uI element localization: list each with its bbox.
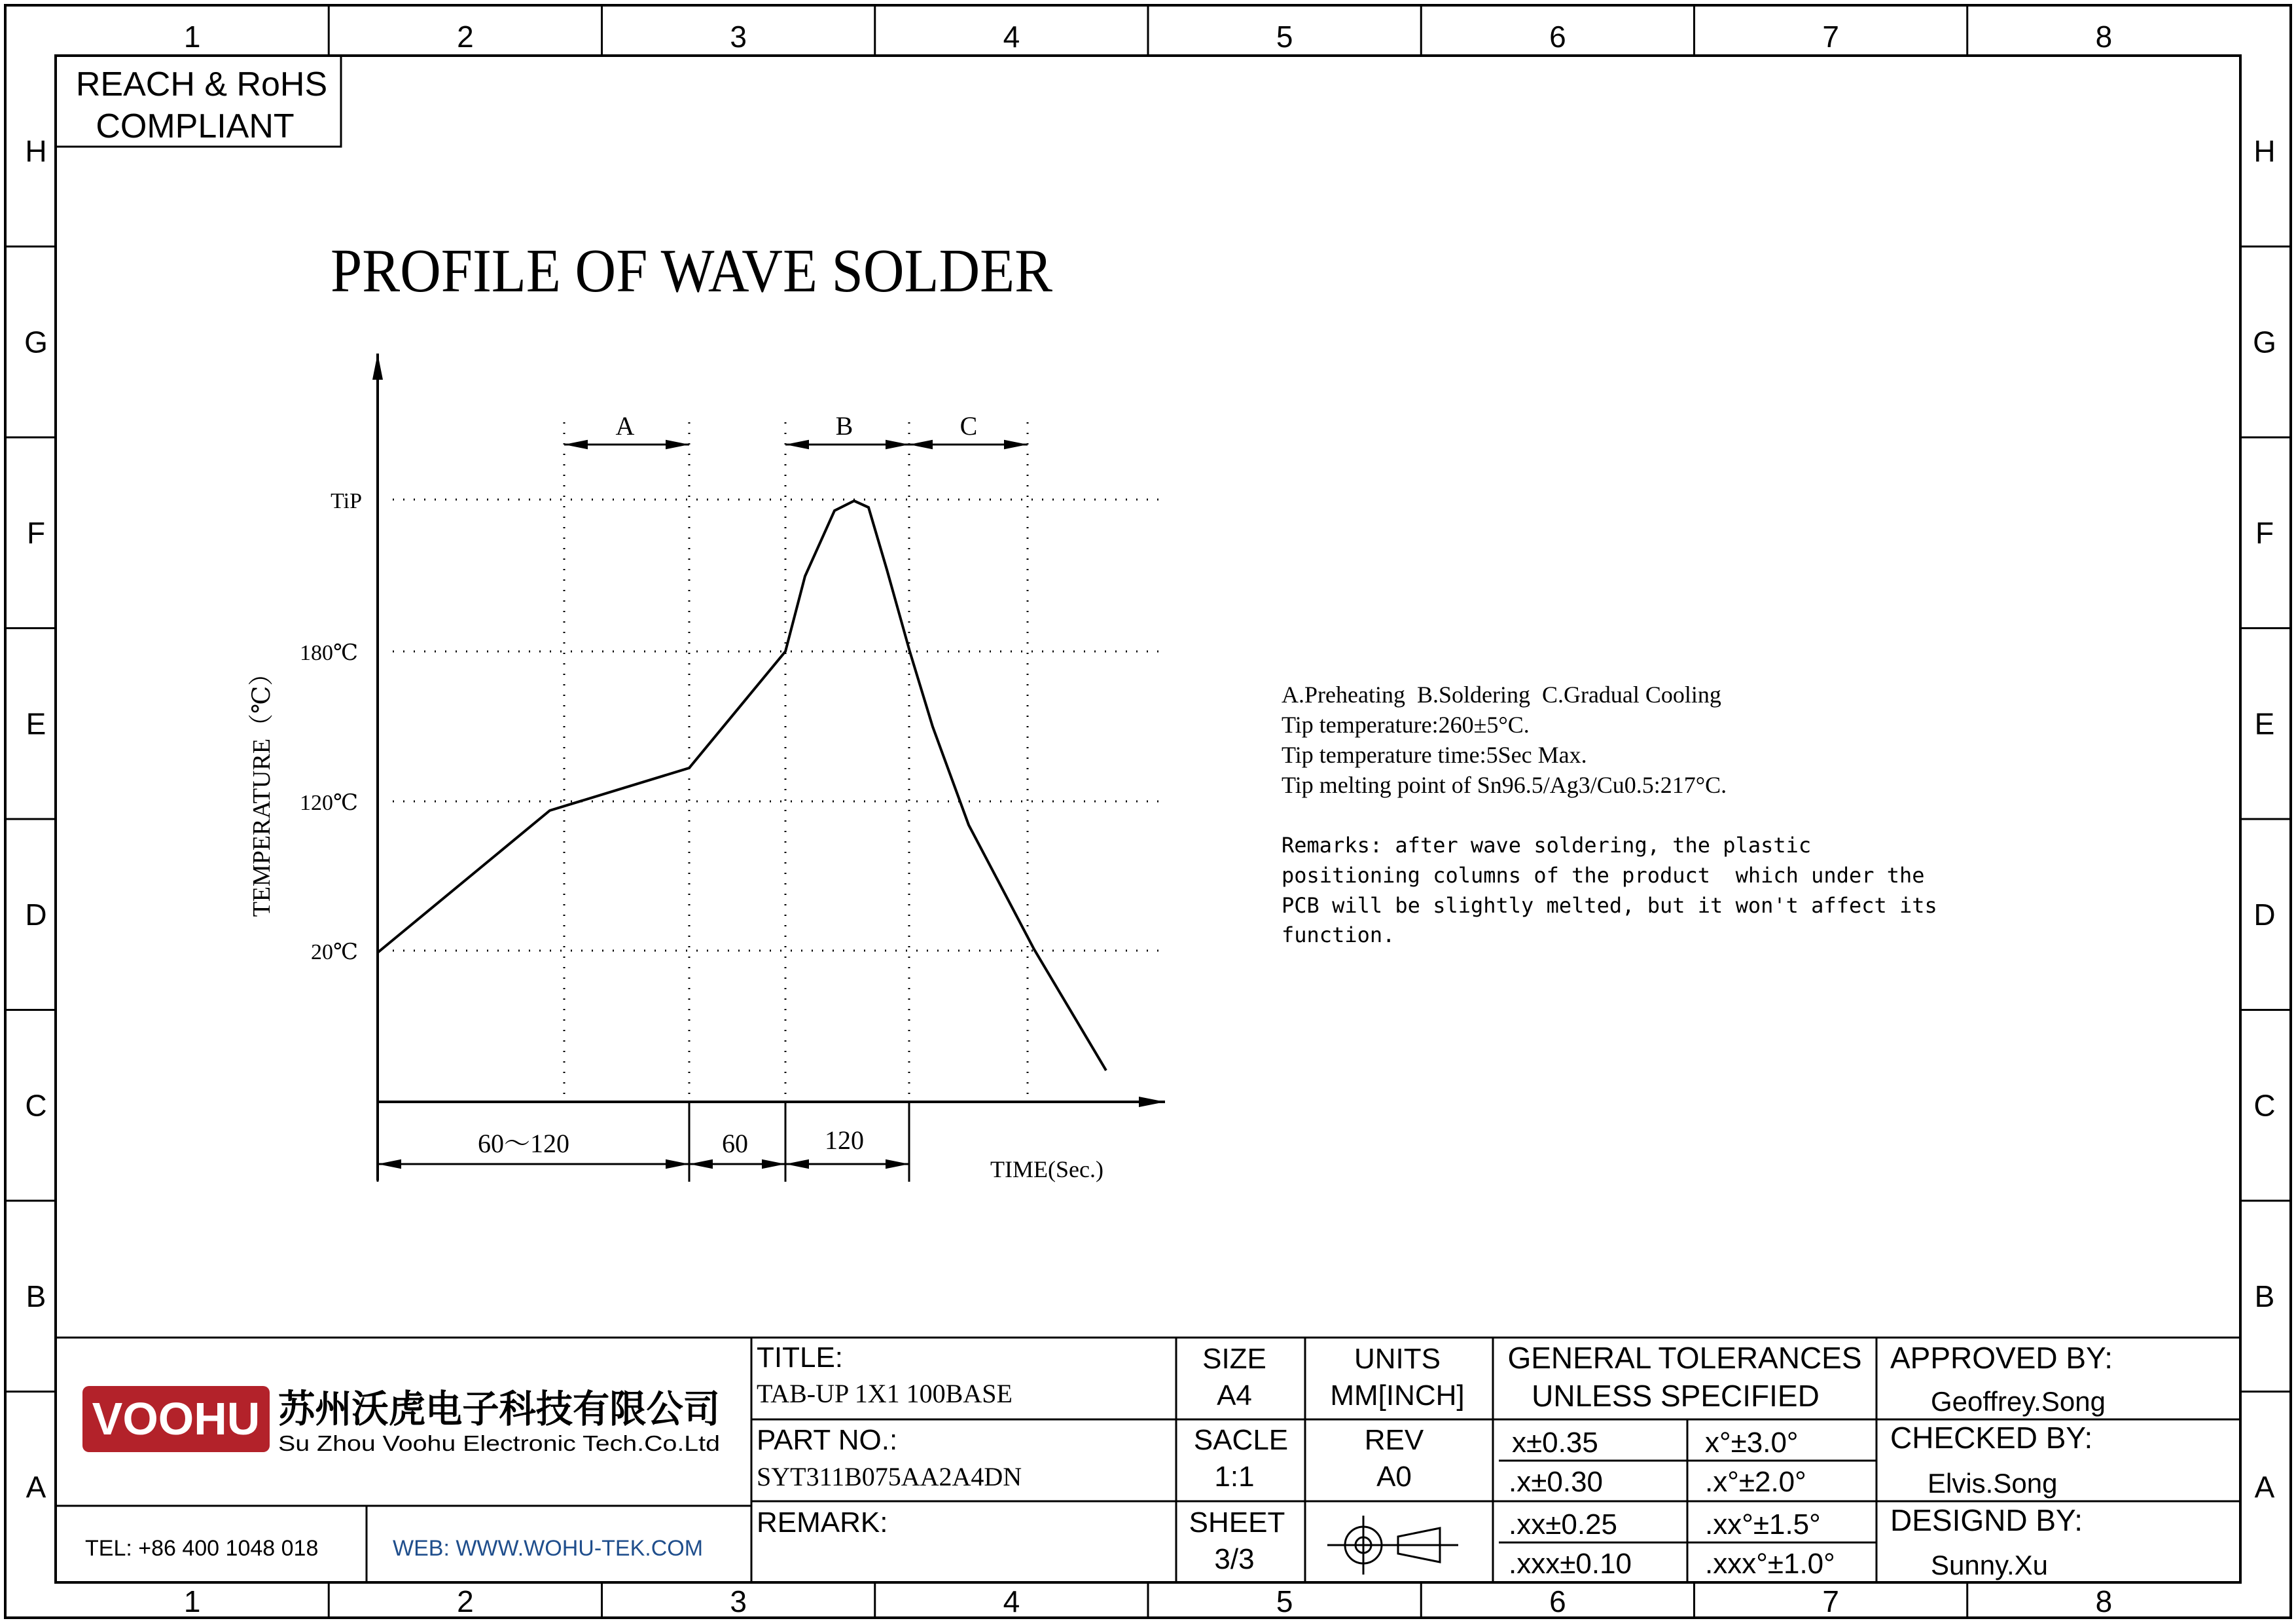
company-logo [82, 1386, 270, 1452]
column-label: 4 [1003, 1584, 1020, 1618]
tolerance-angular-1: .x°±2.0° [1705, 1466, 1806, 1498]
units-label: UNITS [1354, 1343, 1441, 1375]
column-label: 7 [1822, 1584, 1839, 1618]
row-label: H [2253, 134, 2276, 168]
solder-profile-chart [248, 237, 1165, 1182]
units-value: MM[INCH] [1330, 1379, 1465, 1412]
company-name-cn: 苏州沃虎电子科技有限公司 [278, 1388, 720, 1431]
column-label: 2 [457, 20, 474, 54]
tolerance-angular-0: x°±3.0° [1705, 1427, 1799, 1459]
logo-text: VOOHU [92, 1393, 260, 1444]
column-label: 4 [1003, 20, 1020, 54]
approved-value: Geoffrey.Song [1931, 1386, 2106, 1417]
column-label: 1 [183, 1584, 201, 1618]
zone-c-label: C [960, 411, 978, 441]
note-line: Tip temperature:260±5°C. [1282, 712, 1530, 738]
row-label: A [26, 1470, 46, 1504]
column-label: 6 [1549, 1584, 1566, 1618]
size-value: A4 [1217, 1379, 1252, 1412]
scale-label: SACLE [1193, 1424, 1289, 1456]
column-label: 7 [1822, 20, 1839, 54]
tick-label-180: 180℃ [299, 641, 358, 665]
process-notes [1282, 682, 1937, 947]
remark-line: PCB will be slightly melted, but it won't affect its [1282, 893, 1937, 918]
row-label: A [2254, 1470, 2275, 1504]
row-label: C [2253, 1088, 2276, 1123]
row-label: C [25, 1088, 47, 1123]
note-line: Tip temperature time:5Sec Max. [1282, 742, 1587, 768]
row-label: D [25, 897, 47, 932]
row-label: B [2254, 1279, 2275, 1313]
tolerance-linear-1: .x±0.30 [1509, 1466, 1604, 1498]
remark-line: Remarks: after wave soldering, the plastic [1282, 833, 1812, 858]
tolerance-angular-2: .xx°±1.5° [1705, 1508, 1821, 1541]
chart-grid [393, 422, 1162, 1100]
part-no-value: SYT311B075AA2A4DN [757, 1462, 1022, 1491]
size-label: SIZE [1202, 1343, 1266, 1375]
compliance-box [56, 56, 341, 147]
chart-title: PROFILE OF WAVE SOLDER [331, 237, 1053, 305]
note-line: Tip melting point of Sn96.5/Ag3/Cu0.5:217°C. [1282, 772, 1727, 798]
row-label: B [26, 1279, 46, 1313]
tick-label-20: 20℃ [310, 940, 358, 964]
zone-b-label: B [835, 411, 853, 441]
sheet-value: 3/3 [1214, 1543, 1255, 1575]
row-label: E [2254, 706, 2275, 741]
tolerance-title-1: GENERAL TOLERANCES [1507, 1341, 1862, 1375]
compliance-line-1: REACH & RoHS [75, 65, 328, 103]
column-label: 3 [730, 20, 747, 54]
y-axis-label: TEMPERATURE（℃） [248, 661, 276, 917]
column-label: 3 [730, 1584, 747, 1618]
column-label: 1 [183, 20, 201, 54]
remark-label: REMARK: [757, 1506, 888, 1539]
tolerance-title-2: UNLESS SPECIFIED [1532, 1379, 1820, 1413]
time-span-1-label: 60～120 [478, 1129, 569, 1158]
company-name-en: Su Zhou Voohu Electronic Tech.Co.Ltd [278, 1431, 720, 1455]
tick-label-tip: TiP [331, 489, 362, 513]
rev-value: A0 [1376, 1461, 1412, 1493]
zone-a-label: A [615, 411, 635, 441]
company-web: WEB: WWW.WOHU-TEK.COM [393, 1536, 704, 1561]
third-angle-projection-icon [1327, 1516, 1458, 1575]
row-label: G [2253, 325, 2276, 359]
time-span-3-label: 120 [825, 1125, 864, 1155]
designed-label: DESIGND BY: [1890, 1503, 2083, 1537]
column-label: 2 [457, 1584, 474, 1618]
x-axis-label: TIME(Sec.) [990, 1156, 1103, 1182]
scale-value: 1:1 [1214, 1461, 1255, 1493]
approved-label: APPROVED BY: [1890, 1341, 2113, 1375]
column-label: 8 [2095, 1584, 2113, 1618]
title-value: TAB-UP 1X1 100BASE [757, 1379, 1013, 1408]
tolerance-linear-0: x±0.35 [1512, 1427, 1598, 1459]
tolerance-linear-2: .xx±0.25 [1509, 1508, 1618, 1541]
remark-line: function. [1282, 922, 1395, 947]
checked-value: Elvis.Song [1928, 1468, 2058, 1499]
row-label: D [2253, 897, 2276, 932]
tolerance-angular-3: .xxx°±1.0° [1705, 1548, 1835, 1580]
row-label: E [26, 706, 46, 741]
column-label: 8 [2095, 20, 2113, 54]
temperature-profile-curve [378, 501, 1106, 1070]
sheet-label: SHEET [1189, 1506, 1285, 1539]
part-no-label: PART NO.: [757, 1424, 898, 1456]
row-label: H [25, 134, 47, 168]
note-line: A.Preheating B.Soldering C.Gradual Cooling [1282, 682, 1721, 708]
row-label: G [24, 325, 48, 359]
designed-value: Sunny.Xu [1931, 1550, 2049, 1580]
title-block [56, 1338, 2240, 1582]
title-label: TITLE: [757, 1341, 844, 1374]
company-tel: TEL: +86 400 1048 018 [85, 1536, 319, 1561]
column-label: 5 [1276, 20, 1293, 54]
rev-label: REV [1364, 1424, 1424, 1456]
column-label: 5 [1276, 1584, 1293, 1618]
compliance-line-2: COMPLIANT [96, 107, 295, 145]
tick-label-120: 120℃ [299, 791, 358, 815]
checked-label: CHECKED BY: [1890, 1421, 2093, 1455]
column-label: 6 [1549, 20, 1566, 54]
row-label: F [26, 515, 46, 550]
row-label: F [2255, 515, 2274, 550]
tolerance-linear-3: .xxx±0.10 [1509, 1548, 1632, 1580]
time-span-2-label: 60 [722, 1129, 748, 1158]
remark-line: positioning columns of the product which under the [1282, 863, 1925, 888]
